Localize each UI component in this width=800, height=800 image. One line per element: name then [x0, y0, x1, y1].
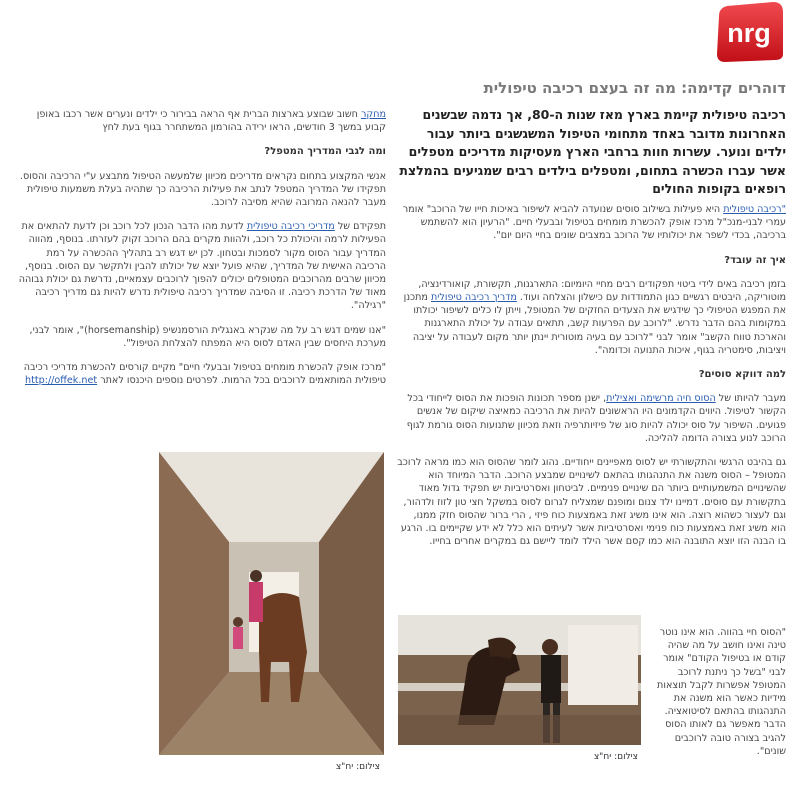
article-lead: רכיבה טיפולית קיימת בארץ מאז שנות ה-80, אך נדמה שבשנים האחרונות מדובר באחד מתחומי הטיפול המשגשגים ביותר עבור ילדים ונוער. עשרות חוות ברחבי הארץ מעסיקות מדריכים מטפלים אשר עברו הכשרה בתחום, ומטפלים בילדים רבים שמגיעים בהמלצת רופאים בקופות החולים — [399, 107, 786, 196]
horse-photo-stable-man — [398, 615, 641, 745]
paragraph: אנשי המקצוע בתחום נקראים מדריכים מכיוון שלמעשה הטיפול מתבצע ע"י הרכיבה והסוס. תפקידו של המדריך המטפל לנתב את פעילות הרכיבה כך שתהיה בעלת משמעות טיפולית מעבר להנאה המרובה שהיא מסיבה לרוכב. — [19, 170, 386, 209]
section-heading: איך זה עובד? — [724, 254, 786, 266]
nrg-logo[interactable] — [711, 2, 785, 62]
paragraph: "רכיבה טיפולית היא פעילות בשילוב סוסים שנועדה להביא לשיפור באיכות חייו של הרוכב" אומר עמרי לבני-מנכ"ל מרכז אופק להכשרת מומחים בטיפול ובבעלי חיים. "הרעיון הוא להשתמש ברכיבה, בכדי לשפר את יכולותיו של הרוכב במצבים שונים בחיי היום יום". — [402, 204, 786, 242]
section-heading: למה דווקא סוסים? — [698, 369, 786, 381]
paragraph: "מרכז אופק להכשרת מומחים בטיפול ובבעלי חיים" מקיים קורסים להכשרת מדריכי רכיבה טיפולית המותאמים לרוכבים בכל הרמות. לפרטים נוספים היכנסו לאתר http://offek.net — [23, 362, 386, 387]
article-body-right — [396, 203, 786, 559]
paragraph: בזמן רכיבה באים לידי ביטוי תפקודים רבים מחיי היומיום: התארגנות, תקשורת, קואורדינציה, מוטוריקה, היבטים רגשיים כגון התמודדות עם כישלון והצלחה ועוד. מדריך רכיבה טיפולית מתכנן את המפגש הטיפולי כך שידגיש את הצעדים החזקים של המטופל, וייתן לו כלים לשיפור יכולתו במקומות בהם הדבר נדרש. "לרוכב עם הפרעות קשב, תתאים עבודה על יכולת התארגנות והארכת טווח הקשב" אומר לבני "לרוכב עם בעיה מוטורית יינתן יותר מקום לעבודה על יציבה ויציבות, סימטריה בגוף, איכות התנועה וכדומה". — [403, 278, 786, 356]
article-title: דוהרים קדימה: מה זה בעצם רכיבה טיפולית — [483, 79, 786, 97]
offek-website-link[interactable]: http://offek.net — [25, 375, 98, 387]
horse-link[interactable]: הסוס חיה מרשימה ואצילית — [606, 393, 716, 405]
instructor-link[interactable]: מדריך רכיבה טיפולית — [430, 292, 517, 304]
paragraph: מחקר חשוב שבוצע בארצות הברית אף הראה בבירור כי ילדים ונערים אשר רכבו באופן קבוע במשך 3 חודשים, הראו ירידה בהורמון המשתחרר בגוף בעת לחץ — [36, 109, 386, 134]
paragraph: תפקידם של מדריכי רכיבה טיפולית לדעת מהו הדבר הנכון לכל רוכב וכן לדעת להתאים את הפעילות לרמה והיכולת כל רוכב, ולהוות מקרים בהם הרוכב זקוק לעזרתו. בנוסף, מהווה המדריך עבור הסוס מקור לסמכות ובטחון. לכן יש דגש רב בתהליך ההכשרה על רמת הרכיבה האישית של המדריך, שהיא פועל יוצא של יכולתו להבין ולתקשר עם הסוס. בנוסף, מכיוון שרבים מהרוכבים המטופלים יכולים להפוך לרוכבים עצמאיים, נדרשת גם יכולת גבוהה מאוד של הדרכת רכיבה. זו הסיבה שמדריך רכיבה טיפולית נדרש להיות גם מדריך רכיבה "רגילה". — [18, 221, 386, 312]
research-link[interactable]: מחקר — [360, 109, 386, 120]
photo-credit: צילום: יח"צ — [335, 762, 380, 772]
therapeutic-riding-link[interactable]: "רכיבה טיפולית — [723, 204, 786, 215]
paragraph: "אנו שמים דגש רב על מה שנקרא באנגלית הורסמנשיפ (horsemanship)", אומר לבני, מערכת היחסים שבין האדם לסוס היא המפתח להצלחת הטיפול". — [29, 324, 386, 349]
section-heading: ומה לגבי המדריך המטפל? — [264, 146, 386, 158]
paragraph: מעבר להיותו של הסוס חיה מרשימה ואצילית, ישנן מספר תכונות הופכות את הסוס לייחודי בכל הקשור לטיפול. היווים הקדמונים היו הראשונים להיות את הרכיבה כמאיצה שיקום של אנשים פגועים. השיפור על סוס יכולה להיות סוג של פיזיותרפיה וזאת מכיוון שתנועות הסוס גורמת לגוף הרוכב לנוע בצורה הדומה להליכה. — [406, 393, 786, 444]
article-body-left — [14, 108, 386, 398]
instructors-link[interactable]: מדריכי רכיבה טיפולית — [246, 221, 335, 233]
horse-photo-stable-aisle — [159, 452, 384, 755]
quote-paragraph: "הסוס חיי בהווה. הוא אינו נוטר טינה ואינו חושב על מה שהיה קודם או בטיפול הקודם" אומר לבני "בשל כך ניתנת לרוכב המטופל אפשרות לקבל תוצאות מידיות כאשר הוא משנה את התנהגותו בהתאם לסיטואציה. הדבר מאפשר גם לאותו הסוס להגיב בצורה טובה לרוכבים שונים". — [657, 627, 786, 757]
paragraph: גם בהיבט הרגשי והתקשורתי יש לסוס מאפיינים ייחודיים. נהוג לומר שהסוס הוא כמו מראה לרוכב המטופל – הסוס משנה את התנהגותו בהתאם לשינויים שמבצע הרוכב. הדבר המיוחד הוא שהשינויים המשמעותיים ביותר הם שינויים פנימיים. לביטחון ואסרטיביות יש תפקיד גדול מאוד בתקשורת עם סוסים. דמיינו ילד צנום ומופנם שמצליח לגרום לסוס במשקל חצי טון לזוז ולדהור, וגם לעצור כשהוא רוצה. הוא אינו משיג זאת באמצעות כוח פיזי , הרי ברור שהסוס חזק ממנו, הוא משיג זאת באמצעות כוח פנימי ואסרטיביות אשר לעיתים הוא כלל לא ידע שקיימים בו. הרגע בו הבנה הזו יוצא התובנה הוא כמו קסם אשר הילד לומד ליישם גם במקרים אחרים בחייו. — [397, 457, 786, 548]
photo-credit: צילום: יח"צ — [593, 752, 638, 762]
svg-text:nrg: nrg — [727, 18, 771, 48]
